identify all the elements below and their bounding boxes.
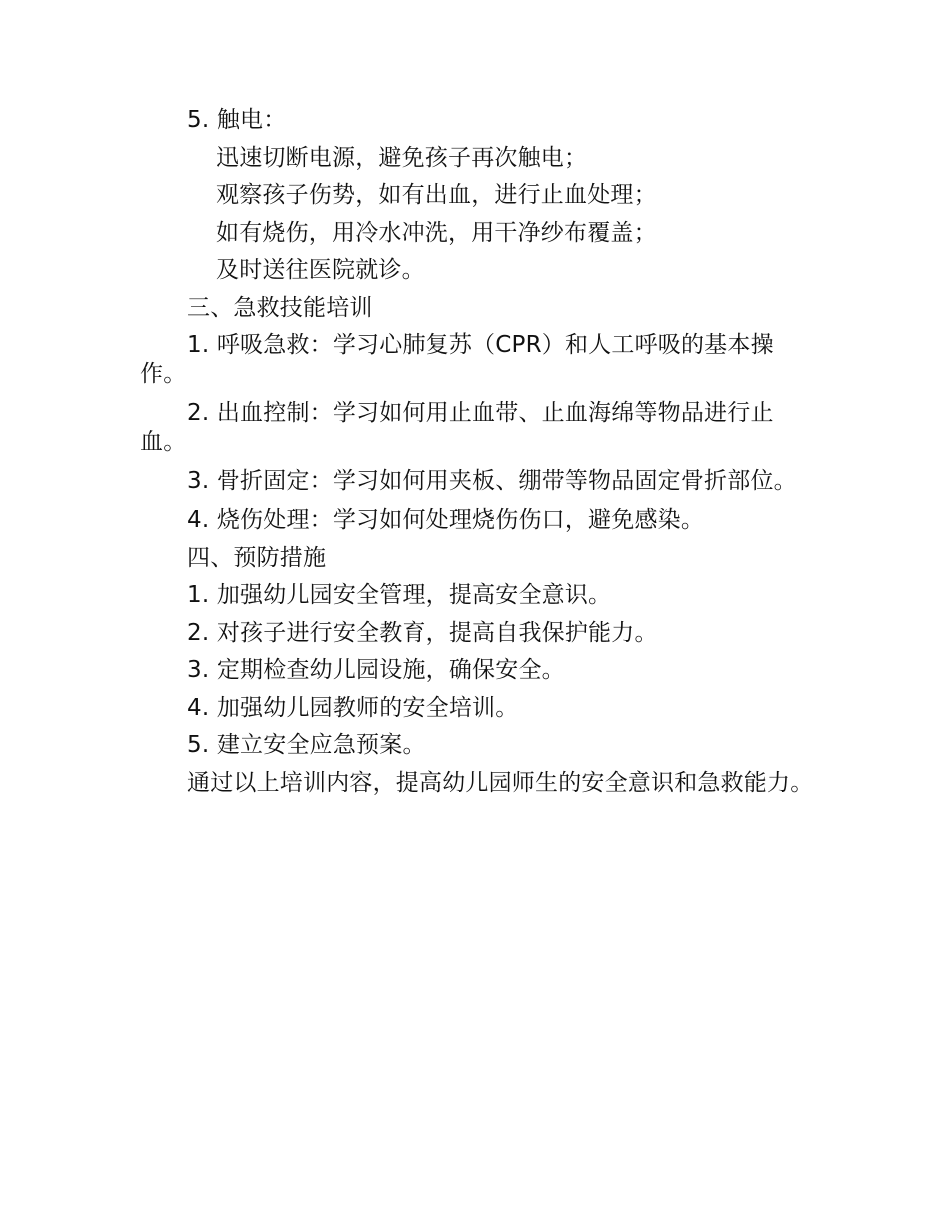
sub-item-hospital: 及时送往医院就诊。 [216,257,425,283]
section-heading-first-aid-training: 三、急救技能培训 [187,294,373,321]
list-item-breathing-aid: 1. 呼吸急救：学习心肺复苏（CPR）和人工呼吸的基本操作。 [140,332,774,387]
list-item-fracture-fixation: 3. 骨折固定：学习如何用夹板、绷带等物品固定骨折部位。 [187,468,797,494]
list-item-emergency-plan: 5. 建立安全应急预案。 [187,732,426,758]
list-item-facility-check: 3. 定期检查幼儿园设施，确保安全。 [187,657,565,683]
list-item-safety-management: 1. 加强幼儿园安全管理，提高安全意识。 [187,582,612,608]
list-item-teacher-training: 4. 加强幼儿园教师的安全培训。 [187,694,519,721]
sub-item-burn-treatment: 如有烧伤，用冷水冲洗，用干净纱布覆盖； [216,219,657,246]
sub-item-check-injury: 观察孩子伤势，如有出血，进行止血处理； [216,182,657,208]
list-item-electric-shock: 5. 触电： [187,107,287,133]
conclusion-paragraph: 通过以上培训内容，提高幼儿园师生的安全意识和急救能力。 [187,769,814,796]
document-body [140,102,820,804]
section-heading-prevention: 四、预防措施 [187,544,327,571]
list-item-bleeding-control: 2. 出血控制：学习如何用止血带、止血海绵等物品进行止血。 [140,400,774,455]
list-item-burn-handling: 4. 烧伤处理：学习如何处理烧伤伤口，避免感染。 [187,507,705,533]
sub-item-cut-power: 迅速切断电源，避免孩子再次触电； [216,144,588,171]
list-item-safety-education: 2. 对孩子进行安全教育，提高自我保护能力。 [187,619,658,646]
